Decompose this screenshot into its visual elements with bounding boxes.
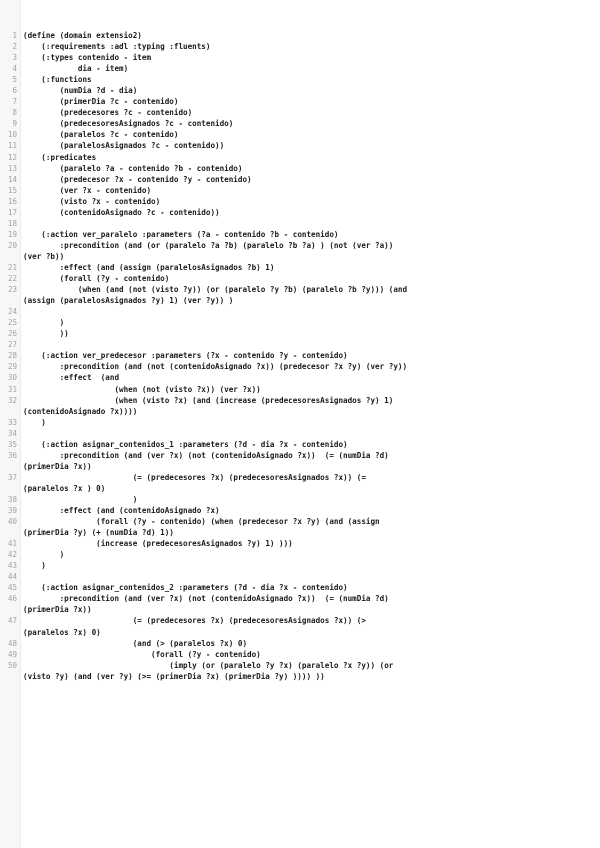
code-line[interactable] [0, 30, 600, 41]
line-number: 33 [7, 417, 17, 427]
code-line[interactable] [0, 361, 600, 372]
code-text: (:action asignar_contenidos_1 :parameters (?d - dia ?x - contenido) [23, 439, 348, 449]
code-area[interactable] [0, 30, 600, 693]
code-text: (increase (predecesoresAsignados ?y) 1) ))) [23, 539, 293, 549]
code-line[interactable] [0, 284, 600, 306]
line-number: 49 [7, 649, 17, 659]
line-number: 19 [7, 229, 17, 239]
code-text: (:types contenido - item [23, 53, 152, 63]
line-number: 44 [7, 572, 17, 582]
code-line[interactable] [0, 593, 600, 615]
line-number: 29 [7, 362, 17, 372]
code-text: (primerDia ?c - contenido) [23, 97, 179, 107]
code-line[interactable] [0, 174, 600, 185]
code-line[interactable] [0, 439, 600, 450]
code-text: :precondition (and (ver ?x) (not (contenidoAsignado ?x)) (= (numDia ?d) (primerDia ?x)) [23, 594, 389, 615]
code-line[interactable] [0, 152, 600, 163]
line-number: 16 [7, 196, 17, 206]
code-line[interactable] [0, 660, 600, 682]
line-number: 24 [7, 307, 17, 317]
code-text: (ver ?x - contenido) [23, 185, 152, 195]
line-number: 37 [7, 472, 17, 482]
code-text: (visto ?x - contenido) [23, 196, 161, 206]
code-line[interactable] [0, 328, 600, 339]
code-line[interactable] [0, 505, 600, 516]
line-number: 15 [7, 185, 17, 195]
line-number: 50 [7, 660, 17, 670]
code-line[interactable] [0, 372, 600, 383]
code-line[interactable] [0, 649, 600, 660]
code-text: (when (and (not (visto ?y)) (or (paralelo ?y ?b) (paralelo ?b ?y))) (and (assign (paralelosAsignados ?y) 1) (ver ?y)) ) [23, 285, 408, 306]
code-text: (paralelos ?c - contenido) [23, 130, 179, 140]
line-number: 36 [7, 450, 17, 460]
code-text: ) [23, 561, 46, 571]
line-number: 38 [7, 494, 17, 504]
code-text: (predecesor ?x - contenido ?y - contenido) [23, 174, 252, 184]
code-line[interactable] [0, 450, 600, 472]
code-text: :effect (and [23, 373, 120, 383]
code-text: ) [23, 550, 65, 560]
code-line[interactable] [0, 273, 600, 284]
code-line[interactable] [0, 163, 600, 174]
code-text: (predecesores ?c - contenido) [23, 108, 193, 118]
line-number: 48 [7, 638, 17, 648]
code-text: :effect (and (contenidoAsignado ?x) [23, 506, 220, 516]
line-number: 28 [7, 351, 17, 361]
code-text: (:functions [23, 75, 92, 85]
code-line[interactable] [0, 118, 600, 129]
code-line[interactable] [0, 560, 600, 571]
code-text: ) [23, 494, 138, 504]
code-line[interactable] [0, 52, 600, 63]
code-text: :precondition (and (ver ?x) (not (contenidoAsignado ?x)) (= (numDia ?d) (primerDia ?x)) [23, 450, 389, 471]
code-line[interactable] [0, 549, 600, 560]
code-line[interactable] [0, 384, 600, 395]
code-text: (when (not (visto ?x)) (ver ?x)) [23, 384, 261, 394]
code-line[interactable] [0, 185, 600, 196]
code-line[interactable] [0, 74, 600, 85]
line-number: 4 [12, 64, 17, 74]
code-line[interactable] [0, 682, 600, 693]
code-text: (:predicates [23, 152, 97, 162]
code-text: (= (predecesores ?x) (predecesoresAsignados ?x)) (= (paralelos ?x ) 0) [23, 472, 366, 493]
line-number: 17 [7, 207, 17, 217]
line-number: 13 [7, 163, 17, 173]
line-number: 18 [7, 218, 17, 228]
code-text: (imply (or (paralelo ?y ?x) (paralelo ?x ?y)) (or (visto ?y) (and (ver ?y) (>= (primerDia ?x) (primerDia ?y) )))) )) [23, 660, 394, 681]
line-number: 6 [12, 86, 17, 96]
code-line[interactable] [0, 417, 600, 428]
code-text: (= (predecesores ?x) (predecesoresAsignados ?x)) (> (paralelos ?x) 0) [23, 616, 366, 637]
line-number: 14 [7, 174, 17, 184]
code-line[interactable] [0, 96, 600, 107]
code-text: (:action ver_paralelo :parameters (?a - contenido ?b - contenido) [23, 229, 339, 239]
code-line[interactable] [0, 306, 600, 317]
code-text: :precondition (and (or (paralelo ?a ?b) (paralelo ?b ?a) ) (not (ver ?a)) (ver ?b)) [23, 240, 394, 261]
line-number: 27 [7, 340, 17, 350]
line-number: 8 [12, 108, 17, 118]
code-line[interactable] [0, 317, 600, 328]
code-text: (paralelo ?a - contenido ?b - contenido) [23, 163, 243, 173]
line-number: 22 [7, 274, 17, 284]
code-text: (and (> (paralelos ?x) 0) [23, 638, 248, 648]
line-number: 9 [12, 119, 17, 129]
code-line[interactable] [0, 218, 600, 229]
code-text: (define (domain extensio2) [23, 31, 142, 40]
code-line[interactable] [0, 140, 600, 151]
code-text: (:action asignar_contenidos_2 :parameters (?d - dia ?x - contenido) [23, 583, 348, 593]
code-text: (forall (?y - contenido) [23, 649, 261, 659]
line-number: 7 [12, 97, 17, 107]
line-number: 46 [7, 594, 17, 604]
code-text: (forall (?y - contenido) (when (predecesor ?x ?y) (and (assign (primerDia ?y) (+ (numDia ?d) 1)) [23, 517, 380, 538]
line-number: 41 [7, 539, 17, 549]
line-number: 35 [7, 439, 17, 449]
line-number: 47 [7, 616, 17, 626]
code-line[interactable] [0, 240, 600, 262]
line-number: 12 [7, 152, 17, 162]
line-number: 42 [7, 550, 17, 560]
code-line[interactable] [0, 494, 600, 505]
code-line[interactable] [0, 107, 600, 118]
code-line[interactable] [0, 196, 600, 207]
code-line[interactable] [0, 538, 600, 549]
code-line[interactable] [0, 129, 600, 140]
code-text: ) [23, 417, 46, 427]
code-line[interactable] [0, 41, 600, 52]
code-line[interactable] [0, 582, 600, 593]
line-number: 23 [7, 285, 17, 295]
line-number: 3 [12, 53, 17, 63]
line-number: 21 [7, 262, 17, 272]
code-text: ) [23, 318, 65, 328]
line-number: 20 [7, 240, 17, 250]
code-line[interactable] [0, 615, 600, 637]
line-number: 34 [7, 428, 17, 438]
code-line[interactable] [0, 229, 600, 240]
code-line[interactable] [0, 85, 600, 96]
code-text: )) [23, 329, 69, 339]
code-text: (when (visto ?x) (and (increase (predecesoresAsignados ?y) 1) (contenidoAsignado ?x)))) [23, 395, 394, 416]
line-number: 25 [7, 318, 17, 328]
line-number: 30 [7, 373, 17, 383]
line-number: 43 [7, 561, 17, 571]
line-number: 26 [7, 329, 17, 339]
code-line[interactable] [0, 472, 600, 494]
code-text: (numDia ?d - dia) [23, 86, 138, 96]
line-number: 40 [7, 517, 17, 527]
line-number: 1 [12, 31, 17, 40]
code-text: :precondition (and (not (contenidoAsignado ?x)) (predecesor ?x ?y) (ver ?y)) [23, 362, 408, 372]
line-number: 10 [7, 130, 17, 140]
line-number: 39 [7, 506, 17, 516]
code-text: dia - item) [23, 64, 129, 74]
code-text: (contenidoAsignado ?c - contenido)) [23, 207, 220, 217]
line-number: 11 [7, 141, 17, 151]
code-line[interactable] [0, 63, 600, 74]
code-line[interactable] [0, 339, 600, 350]
code-text: (:requirements :adl :typing :fluents) [23, 42, 211, 52]
line-number: 32 [7, 395, 17, 405]
code-text: (predecesoresAsignados ?c - contenido) [23, 119, 234, 129]
line-number: 45 [7, 583, 17, 593]
line-number: 2 [12, 42, 17, 52]
code-text: (forall (?y - contenido) [23, 274, 170, 284]
code-line[interactable] [0, 207, 600, 218]
code-line[interactable] [0, 571, 600, 582]
code-text: (:action ver_predecesor :parameters (?x - contenido ?y - contenido) [23, 351, 348, 361]
code-line[interactable] [0, 395, 600, 417]
code-line[interactable] [0, 516, 600, 538]
code-text: :effect (and (assign (paralelosAsignados ?b) 1) [23, 262, 275, 272]
code-line[interactable] [0, 428, 600, 439]
code-line[interactable] [0, 350, 600, 361]
line-number: 31 [7, 384, 17, 394]
code-line[interactable] [0, 638, 600, 649]
code-text: (paralelosAsignados ?c - contenido)) [23, 141, 225, 151]
line-number: 5 [12, 75, 17, 85]
code-line[interactable] [0, 262, 600, 273]
